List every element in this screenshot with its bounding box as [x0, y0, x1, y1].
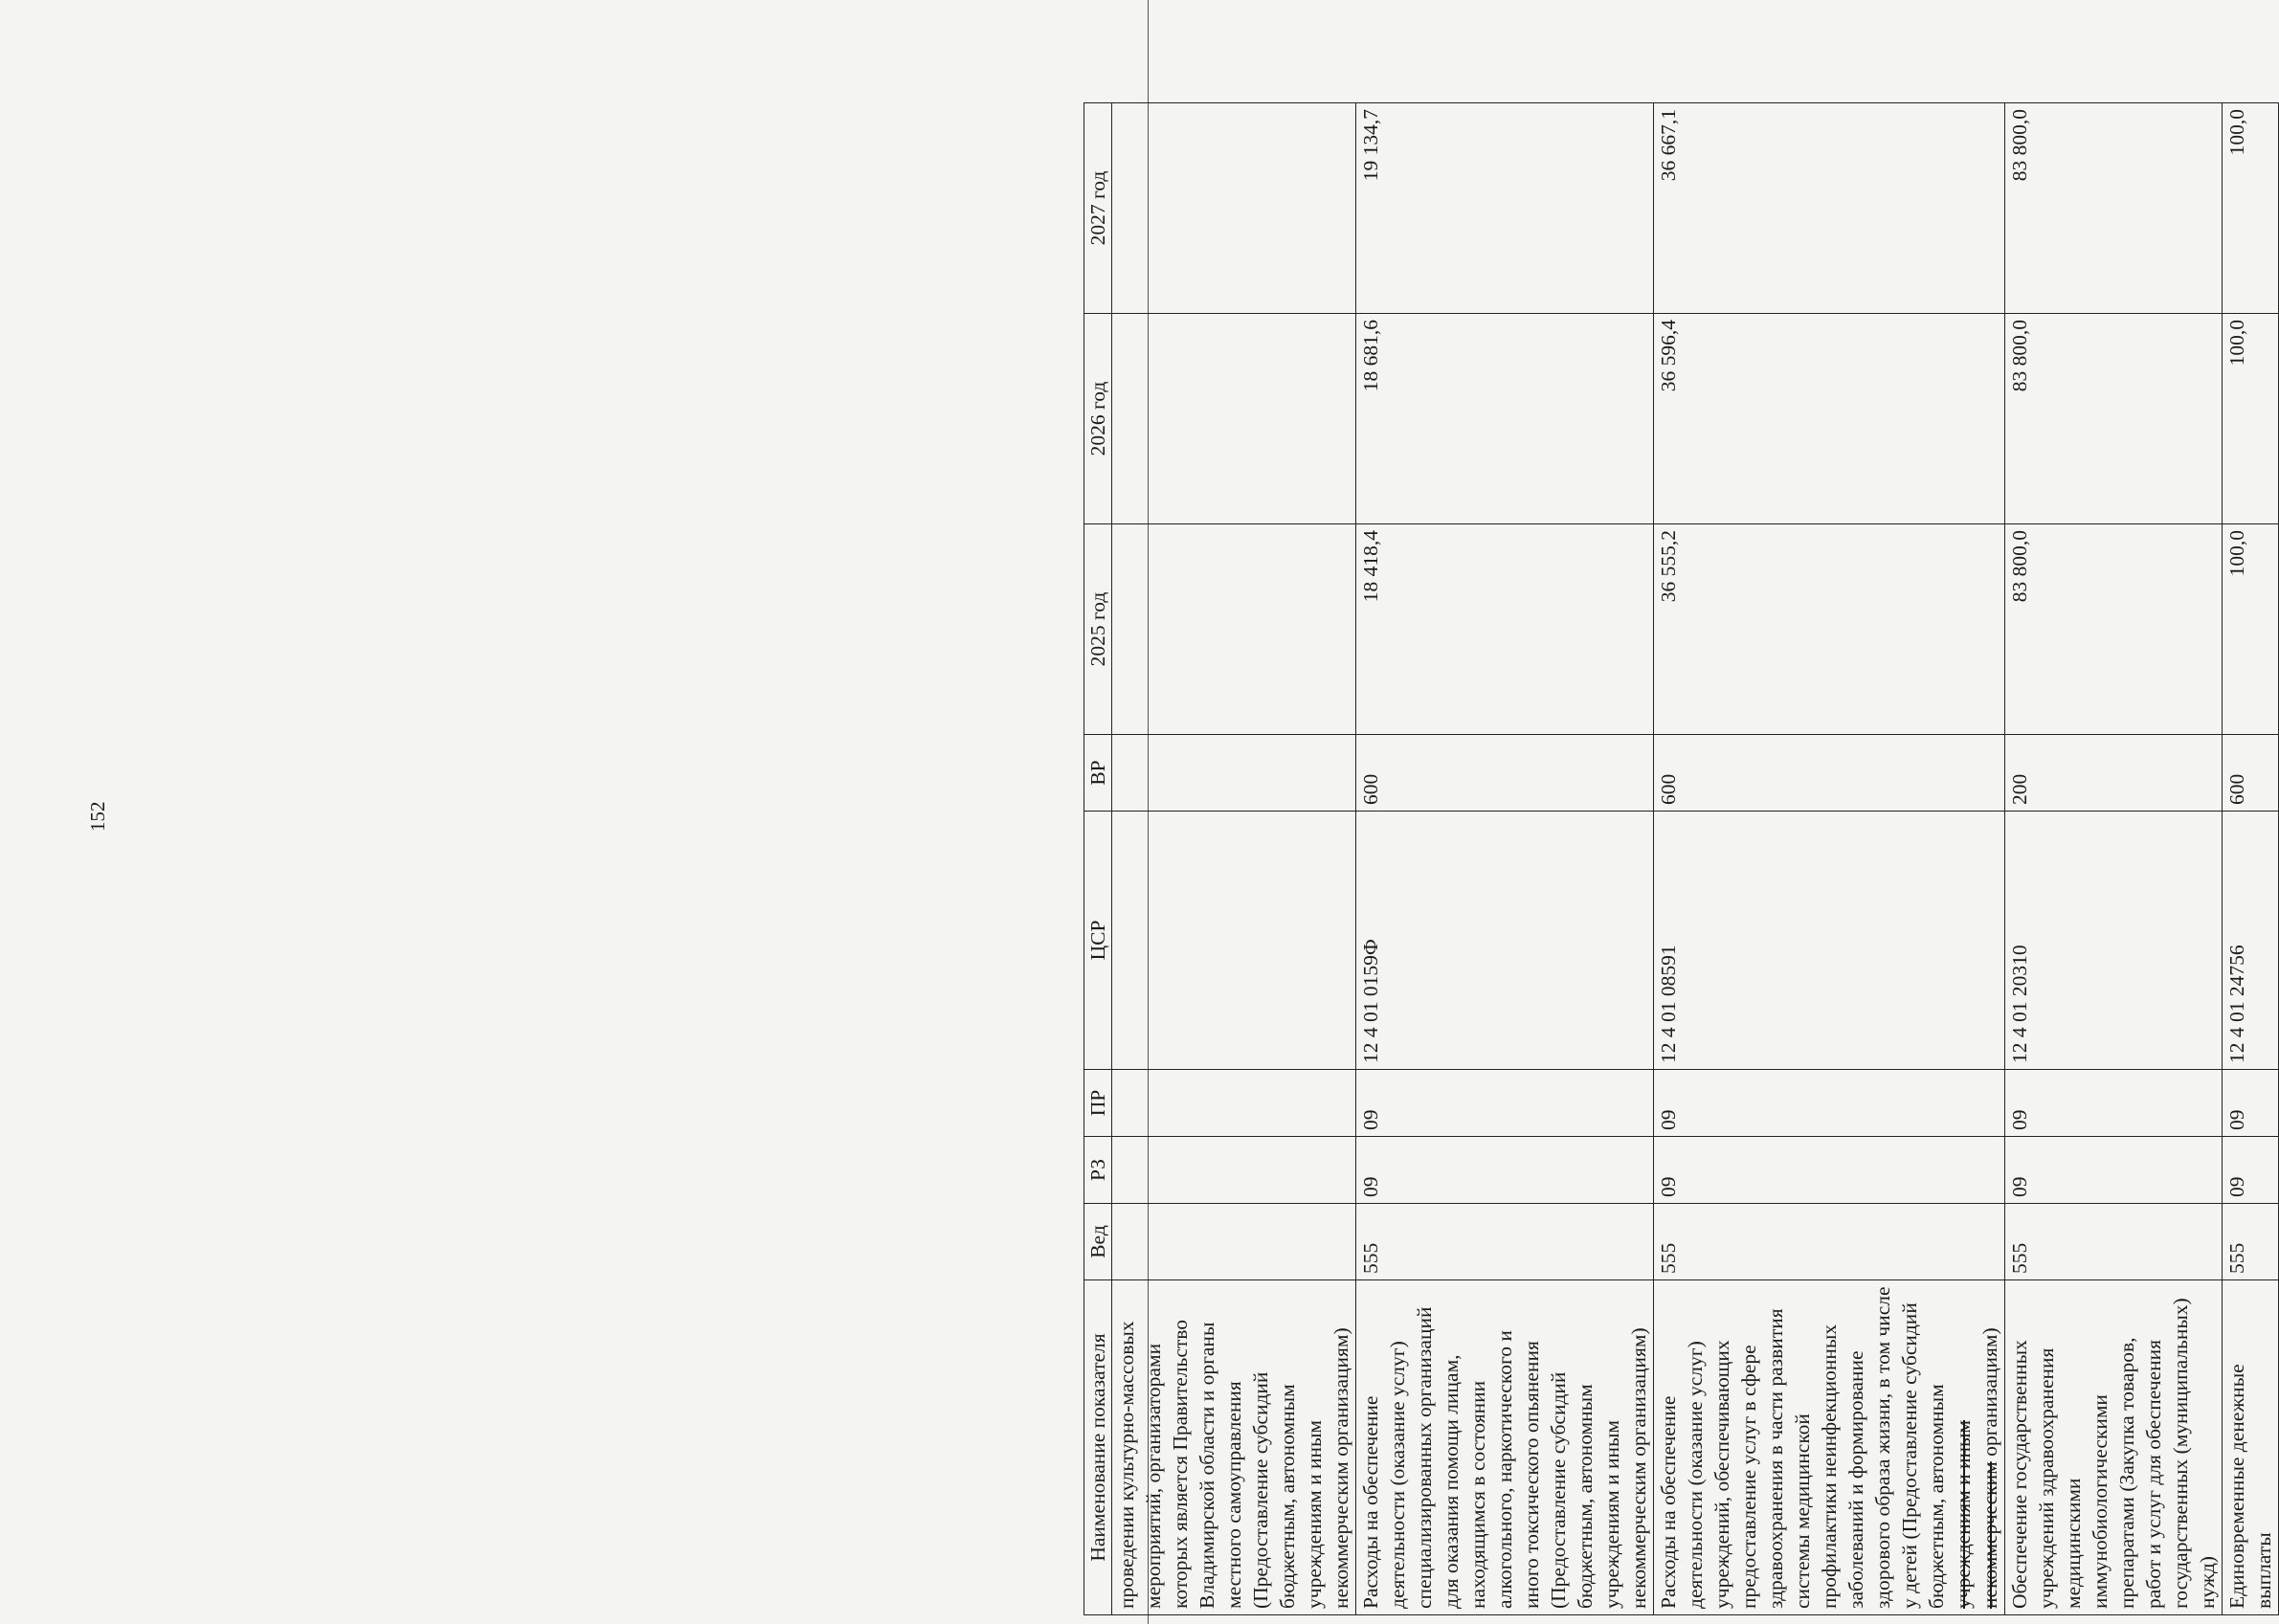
cell-ved: 555 [1654, 1204, 2005, 1280]
cell-name: Расходы на обеспечение деятельности (оказание услуг) специализированных организаций для оказания помощи лицам, находящимся в состоянии алкогольного, наркотического и иного токсического опьянения (Предоставление субсидий бюджетным, автономным учреждениям и иным некоммерческим организациям) [1356, 1280, 1654, 1615]
cell-name: проведении культурно-массовых мероприятий, организаторами которых является Правительство Владимирской области и органы местного самоуправления (Предоставление субсидий бюджетным, автономным учреждениям и иным некоммерческим организациям) [1112, 1280, 1356, 1615]
cell-pr: 09 [2005, 1070, 2223, 1137]
cell-ved [1112, 1204, 1356, 1280]
cell-2027 [1112, 103, 1356, 314]
cell-2025: 18 418,4 [1356, 524, 1654, 735]
cell-csr: 12 4 01 20310 [2005, 812, 2223, 1070]
cell-2025: 83 800,0 [2005, 524, 2223, 735]
cell-2026 [1112, 314, 1356, 524]
cell-2026: 100,0 [2223, 314, 2279, 524]
cell-pr: 09 [1356, 1070, 1654, 1137]
table-row [1654, 103, 2005, 1615]
cell-ved: 555 [1356, 1204, 1654, 1280]
cell-csr: 12 4 01 08591 [1654, 812, 2005, 1070]
cell-rz: 09 [2005, 1137, 2223, 1204]
table-row [2223, 103, 2279, 1615]
cell-2026: 18 681,6 [1356, 314, 1654, 524]
header-2027: 2027 год [1084, 103, 1112, 314]
header-name: Наименование показателя [1084, 1280, 1112, 1615]
cell-csr: 12 4 01 24756 [2223, 812, 2279, 1070]
header-2025: 2025 год [1084, 524, 1112, 735]
cell-vr: 600 [2223, 735, 2279, 812]
cell-ved: 555 [2005, 1204, 2223, 1280]
cell-vr: 600 [1654, 735, 2005, 812]
table-row [1112, 103, 1356, 1615]
cell-2026: 83 800,0 [2005, 314, 2223, 524]
budget-table [1084, 102, 2279, 1615]
cell-name [1654, 1280, 2005, 1615]
header-pr: ПР [1084, 1070, 1112, 1137]
cell-vr [1112, 735, 1356, 812]
cell-2025: 36 555,2 [1654, 524, 2005, 735]
cell-name: Единовременные денежные выплаты [2223, 1280, 2279, 1615]
cell-2027: 100,0 [2223, 103, 2279, 314]
table-row [1356, 103, 1654, 1615]
table-header-row [1084, 103, 1112, 1615]
cell-2027: 83 800,0 [2005, 103, 2223, 314]
budget-table-container [1084, 103, 2275, 1615]
cell-rz: 09 [2223, 1137, 2279, 1204]
header-rz: РЗ [1084, 1137, 1112, 1204]
cell-rz: 09 [1356, 1137, 1654, 1204]
cell-rz: 09 [1654, 1137, 2005, 1204]
header-2026: 2026 год [1084, 314, 1112, 524]
cell-pr: 09 [2223, 1070, 2279, 1137]
cell-name-main: Расходы на обеспечение деятельности (оказание услуг) учреждений, обеспечивающих предоставление услуг в сфере здравоохранения в части развития системы медицинской профилактики неинфекционных заболеваний и формирование здорового образа жизни, в том числе у детей (Предоставление субсидий бюджетным, автономным [1657, 1286, 1948, 1609]
cell-vr: 200 [2005, 735, 2223, 812]
cell-2027: 36 667,1 [1654, 103, 2005, 314]
cell-rz [1112, 1137, 1356, 1204]
page-number: 152 [86, 801, 109, 832]
cell-2027: 19 134,7 [1356, 103, 1654, 314]
header-ved: Вед [1084, 1204, 1112, 1280]
cell-vr: 600 [1356, 735, 1654, 812]
table-row [2005, 103, 2223, 1615]
cell-2025: 100,0 [2223, 524, 2279, 735]
cell-name: Обеспечение государственных учреждений здравоохранения медицинскими иммунобиологическими препаратами (Закупка товаров, работ и услуг для обеспечения государственных (муниципальных) нужд) [2005, 1280, 2223, 1615]
cell-pr [1112, 1070, 1356, 1137]
cell-2026: 36 596,4 [1654, 314, 2005, 524]
cell-2025 [1112, 524, 1356, 735]
header-vr: ВР [1084, 735, 1112, 812]
cell-csr [1112, 812, 1356, 1070]
cell-pr: 09 [1654, 1070, 2005, 1137]
cell-name-struck-text: учреждениям и иным некоммерческим [1952, 1419, 2001, 1609]
cell-ved: 555 [2223, 1204, 2279, 1280]
cell-name-tail: организациям) [1978, 1327, 2001, 1457]
header-csr: ЦСР [1084, 812, 1112, 1070]
cell-csr: 12 4 01 0159Ф [1356, 812, 1654, 1070]
